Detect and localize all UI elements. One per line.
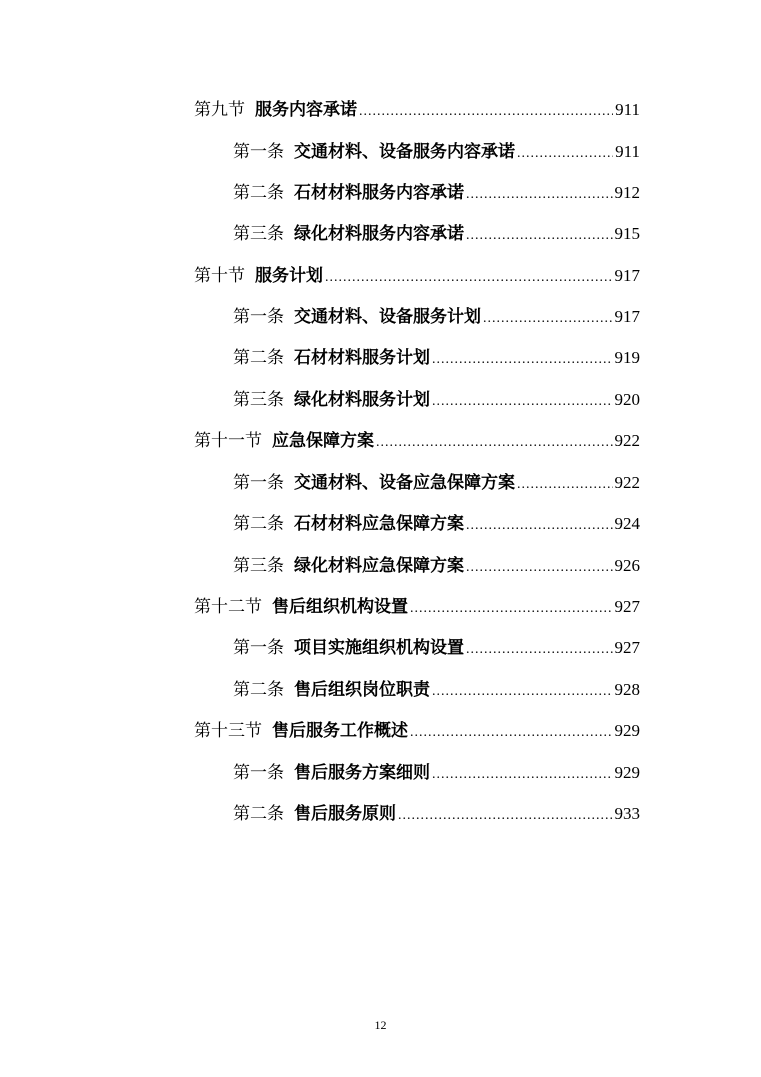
toc-entry-title: 售后组织机构设置: [272, 597, 408, 617]
toc-entry-prefix: 第二条: [233, 514, 284, 534]
toc-entry-prefix: 第一条: [233, 473, 284, 493]
toc-entry-title: 应急保障方案: [272, 431, 374, 451]
toc-entry-article[interactable]: [233, 512, 640, 536]
toc-entry-page: 919: [614, 348, 640, 367]
toc-entry-prefix: 第一条: [233, 142, 284, 162]
toc-entry-title: 交通材料、设备应急保障方案: [294, 473, 515, 493]
toc-dot-leader: [432, 390, 613, 414]
toc-entry-page: 912: [614, 183, 640, 202]
toc-entry-article[interactable]: [233, 636, 640, 660]
toc-entry-page: 929: [614, 763, 640, 782]
toc-entry-prefix: 第一条: [233, 307, 284, 327]
toc-entry-section[interactable]: [194, 429, 640, 453]
toc-entry-title: 项目实施组织机构设置: [294, 638, 464, 658]
toc-entry-title: 服务内容承诺: [255, 100, 357, 120]
toc-entry-prefix: 第三条: [233, 390, 284, 410]
toc-entry-title: 售后服务方案细则: [294, 763, 430, 783]
toc-entry-page: 922: [614, 473, 640, 492]
toc-entry-page: 920: [614, 390, 640, 409]
toc-entry-article[interactable]: [233, 471, 640, 495]
toc-dot-leader: [466, 556, 613, 580]
toc-entry-page: 911: [615, 100, 640, 119]
toc-entry-article[interactable]: [233, 802, 640, 826]
toc-entry-page: 917: [614, 307, 640, 326]
toc-entry-title: 石材材料服务内容承诺: [294, 183, 464, 203]
toc-entry-prefix: 第三条: [233, 556, 284, 576]
toc-entry-prefix: 第二条: [233, 804, 284, 824]
toc-entry-article[interactable]: [233, 678, 640, 702]
toc-entry-prefix: 第九节: [194, 100, 245, 120]
toc-dot-leader: [466, 514, 613, 538]
toc-dot-leader: [398, 804, 613, 828]
toc-entry-article[interactable]: [233, 140, 640, 164]
toc-entry-article[interactable]: [233, 305, 640, 329]
toc-entry-article[interactable]: [233, 181, 640, 205]
toc-entry-prefix: 第一条: [233, 763, 284, 783]
toc-entry-section[interactable]: [194, 719, 640, 743]
toc-dot-leader: [432, 348, 613, 372]
toc-dot-leader: [517, 473, 613, 497]
toc-entry-page: 928: [614, 680, 640, 699]
toc-dot-leader: [410, 597, 613, 621]
toc-entry-page: 927: [614, 638, 640, 657]
toc-dot-leader: [325, 266, 613, 290]
toc-entry-page: 922: [614, 431, 640, 450]
toc-entry-page: 926: [614, 556, 640, 575]
toc-entry-page: 933: [614, 804, 640, 823]
toc-entry-prefix: 第十二节: [194, 597, 262, 617]
toc-entry-title: 绿化材料服务内容承诺: [294, 224, 464, 244]
toc-dot-leader: [517, 142, 613, 166]
toc-entry-page: 911: [615, 142, 640, 161]
toc-entry-title: 石材材料服务计划: [294, 348, 430, 368]
toc-dot-leader: [410, 721, 613, 745]
toc-entry-title: 售后服务原则: [294, 804, 396, 824]
toc-entry-title: 石材材料应急保障方案: [294, 514, 464, 534]
toc-entry-title: 交通材料、设备服务内容承诺: [294, 142, 515, 162]
toc-entry-article[interactable]: [233, 761, 640, 785]
toc-entry-prefix: 第二条: [233, 680, 284, 700]
toc-dot-leader: [432, 680, 613, 704]
toc-entry-prefix: 第十一节: [194, 431, 262, 451]
toc-dot-leader: [466, 224, 613, 248]
toc-entry-prefix: 第二条: [233, 183, 284, 203]
toc-entry-title: 服务计划: [255, 266, 323, 286]
toc-dot-leader: [432, 763, 613, 787]
toc-entry-prefix: 第十节: [194, 266, 245, 286]
toc-entry-title: 交通材料、设备服务计划: [294, 307, 481, 327]
page-number: 12: [374, 1018, 387, 1032]
toc-entry-title: 售后服务工作概述: [272, 721, 408, 741]
toc-entry-article[interactable]: [233, 388, 640, 412]
toc-dot-leader: [483, 307, 613, 331]
toc-entry-section[interactable]: [194, 595, 640, 619]
toc-dot-leader: [466, 183, 613, 207]
toc-entry-article[interactable]: [233, 554, 640, 578]
toc-entry-section[interactable]: [194, 264, 640, 288]
toc-entry-page: 917: [614, 266, 640, 285]
toc-dot-leader: [376, 431, 613, 455]
toc-entry-page: 924: [614, 514, 640, 533]
toc-entry-page: 929: [614, 721, 640, 740]
toc-entry-title: 绿化材料服务计划: [294, 390, 430, 410]
toc-entry-prefix: 第二条: [233, 348, 284, 368]
toc-entry-page: 915: [614, 224, 640, 243]
toc-entry-prefix: 第三条: [233, 224, 284, 244]
toc-entry-page: 927: [614, 597, 640, 616]
toc-entry-prefix: 第十三节: [194, 721, 262, 741]
toc-entry-article[interactable]: [233, 222, 640, 246]
toc-entry-title: 绿化材料应急保障方案: [294, 556, 464, 576]
toc-entry-title: 售后组织岗位职责: [294, 680, 430, 700]
toc-entry-prefix: 第一条: [233, 638, 284, 658]
toc-entry-article[interactable]: [233, 346, 640, 370]
toc-entry-section[interactable]: [194, 98, 640, 122]
toc-dot-leader: [466, 638, 613, 662]
toc-dot-leader: [359, 100, 613, 124]
